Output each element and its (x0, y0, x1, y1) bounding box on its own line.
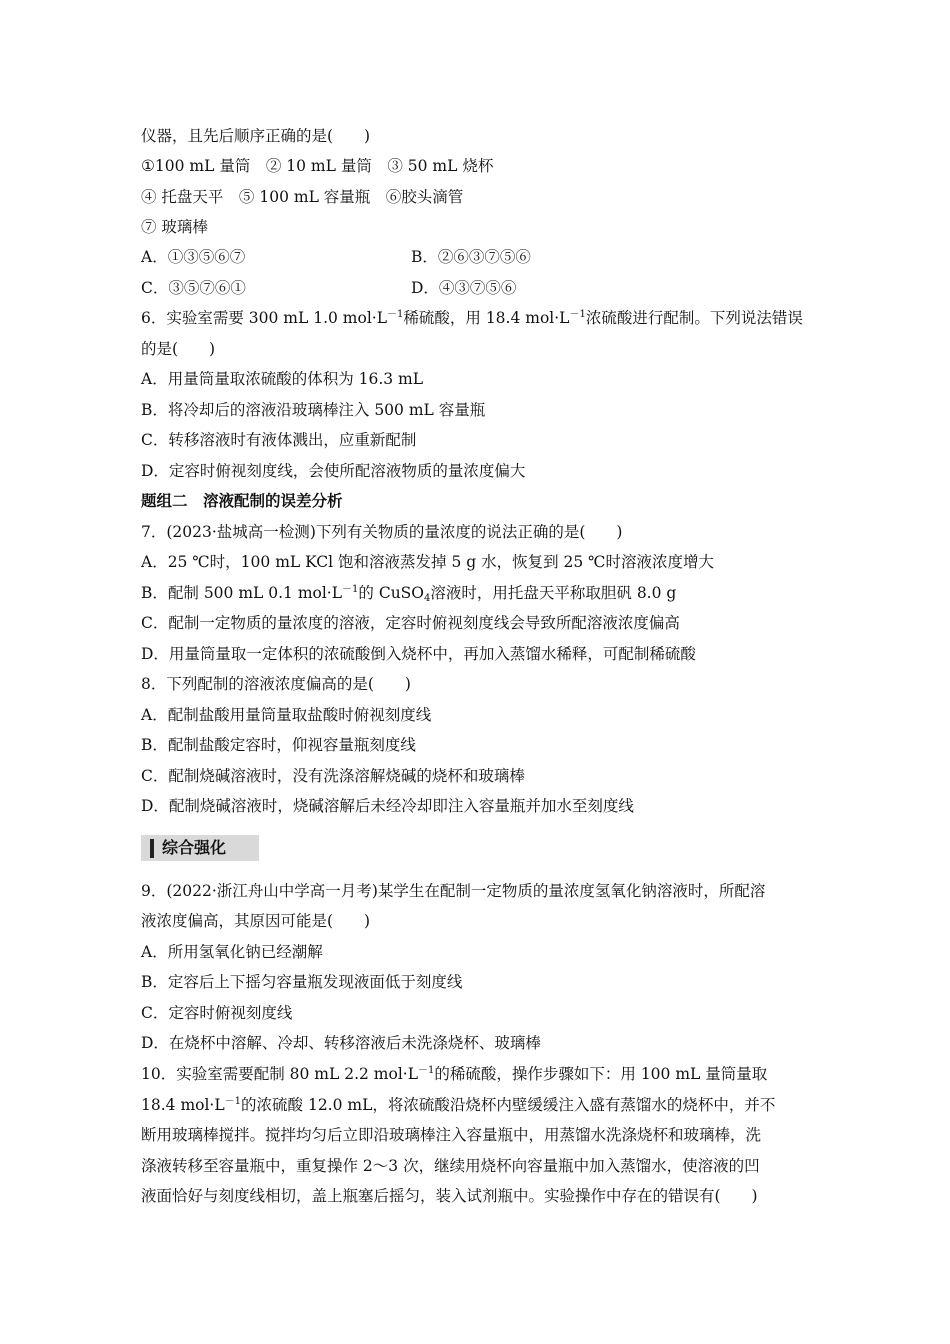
q5-stem-continuation: 仪器，且先后顺序正确的是( ) (141, 127, 371, 145)
q6-stem-part-2: 稀硫酸，用 18.4 mol·L (403, 309, 570, 327)
q9-option-a: A．所用氢氧化钠已经潮解 (141, 943, 323, 961)
q6-stem-line-1 (141, 308, 803, 328)
q7-stem-rest: )下列有关物质的量浓度的说法正确的是( ) (309, 523, 623, 541)
q6-stem-part-3: 浓硫酸进行配制。下列说法错误 (585, 309, 803, 327)
q9-stem-rest: )某学生在配制一定物质的量浓度氢氧化钠溶液时，所配溶 (371, 882, 766, 900)
q5-items-line-3: ⑦ 玻璃棒 (141, 218, 208, 236)
q8-option-d: D．配制烧碱溶液时，烧碱溶解后未经冷却即注入容量瓶并加水至刻度线 (141, 797, 634, 815)
q7-option-b (141, 583, 676, 603)
q9-stem-prefix: 9．(2022· (141, 882, 217, 900)
q8-option-a: A．配制盐酸用量筒量取盐酸时俯视刻度线 (141, 706, 432, 724)
q10-line-5: 液面恰好与刻度线相切，盖上瓶塞后摇匀，装入试剂瓶中。实验操作中存在的错误有( ) (141, 1187, 758, 1205)
q7-option-b-part-3: 溶液时，用托盘天平称取胆矾 8.0 g (430, 584, 677, 602)
q7-option-b-superscript: －1 (342, 584, 359, 595)
q10-line-1-superscript: －1 (418, 1065, 435, 1076)
q8-stem: 8．下列配制的溶液浓度偏高的是( ) (141, 675, 411, 693)
q10-line-2-superscript: －1 (224, 1096, 242, 1107)
q7-option-b-subscript: 4 (424, 593, 431, 604)
q5-option-c: C．③⑤⑦⑥① (141, 279, 246, 297)
q7-option-b-part-1: B．配制 500 mL 0.1 mol·L (141, 584, 343, 602)
q7-option-d: D．用量筒量取一定体积的浓硫酸倒入烧杯中，再加入蒸馏水稀释，可配制稀硫酸 (141, 645, 696, 663)
q7-source: 盐城高一检测 (216, 523, 310, 541)
q10-line-1 (141, 1064, 767, 1084)
q10-line-2-part-2: 的浓硫酸 12.0 mL，将浓硫酸沿烧杯内壁缓缓注入盛有蒸馏水的烧杯中，并不 (241, 1096, 776, 1114)
q6-option-a: A．用量筒量取浓硫酸的体积为 16.3 mL (141, 370, 424, 388)
q7-stem-prefix: 7．(2023· (141, 523, 217, 541)
group-2-heading: 题组二 溶液配制的误差分析 (141, 492, 343, 510)
q5-option-d: D．④③⑦⑤⑥ (411, 279, 517, 297)
q9-option-c: C．定容时俯视刻度线 (141, 1004, 293, 1022)
q5-items-line-2: ④ 托盘天平 ⑤ 100 mL 容量瓶 ⑥胶头滴管 (141, 188, 464, 206)
q9-option-d: D．在烧杯中溶解、冷却、转移溶液后未洗涤烧杯、玻璃棒 (141, 1034, 541, 1052)
q6-superscript-1: －1 (387, 309, 404, 320)
q8-option-b: B．配制盐酸定容时，仰视容量瓶刻度线 (141, 736, 416, 754)
q7-stem (141, 522, 622, 542)
section-header-title: 综合强化 (162, 838, 227, 857)
q8-option-c: C．配制烧碱溶液时，没有洗涤溶解烧碱的烧杯和玻璃棒 (141, 767, 525, 785)
q9-stem-line-1 (141, 881, 765, 901)
q7-option-b-part-2: 的 CuSO (358, 584, 425, 602)
q9-source: 浙江舟山中学高一月考 (216, 882, 372, 900)
q10-line-3: 断用玻璃棒搅拌。搅拌均匀后立即沿玻璃棒注入容量瓶中，用蒸馏水洗涤烧杯和玻璃棒，洗 (141, 1126, 762, 1144)
q6-superscript-2: －1 (569, 309, 586, 320)
q6-stem-part-1: 6．实验室需要 300 mL 1.0 mol·L (141, 309, 388, 327)
q6-option-b: B．将冷却后的溶液沿玻璃棒注入 500 mL 容量瓶 (141, 401, 486, 419)
q7-option-c: C．配制一定物质的量浓度的溶液，定容时俯视刻度线会导致所配溶液浓度偏高 (141, 614, 680, 632)
q5-option-b: B．②⑥③⑦⑤⑥ (411, 248, 531, 266)
q10-line-2 (141, 1095, 775, 1115)
section-header-bar (150, 839, 154, 858)
q10-line-1-part-1: 10．实验室需要配制 80 mL 2.2 mol·L (141, 1065, 419, 1083)
q10-line-1-part-2: 的稀硫酸，操作步骤如下：用 100 mL 量筒量取 (434, 1065, 768, 1083)
q5-option-a: A．①③⑤⑥⑦ (141, 248, 246, 266)
q7-option-a: A．25 ℃时，100 mL KCl 饱和溶液蒸发掉 5 g 水，恢复到 25 ℃时溶液浓度增大 (141, 553, 715, 571)
q5-items-line-1: ①100 mL 量筒 ② 10 mL 量筒 ③ 50 mL 烧杯 (141, 157, 494, 175)
q10-line-2-part-1: 18.4 mol·L (141, 1096, 225, 1114)
q6-option-d: D．定容时俯视刻度线，会使所配溶液物质的量浓度偏大 (141, 462, 526, 480)
q6-option-c: C．转移溶液时有液体溅出，应重新配制 (141, 431, 417, 449)
q9-stem-line-2: 液浓度偏高，其原因可能是( ) (141, 912, 371, 930)
q9-option-b: B．定容后上下摇匀容量瓶发现液面低于刻度线 (141, 973, 463, 991)
q6-stem-line-2: 的是( ) (141, 340, 216, 358)
q10-line-4: 涤液转移至容量瓶中，重复操作 2～3 次，继续用烧杯向容量瓶中加入蒸馏水，使溶液的凹 (141, 1157, 760, 1175)
